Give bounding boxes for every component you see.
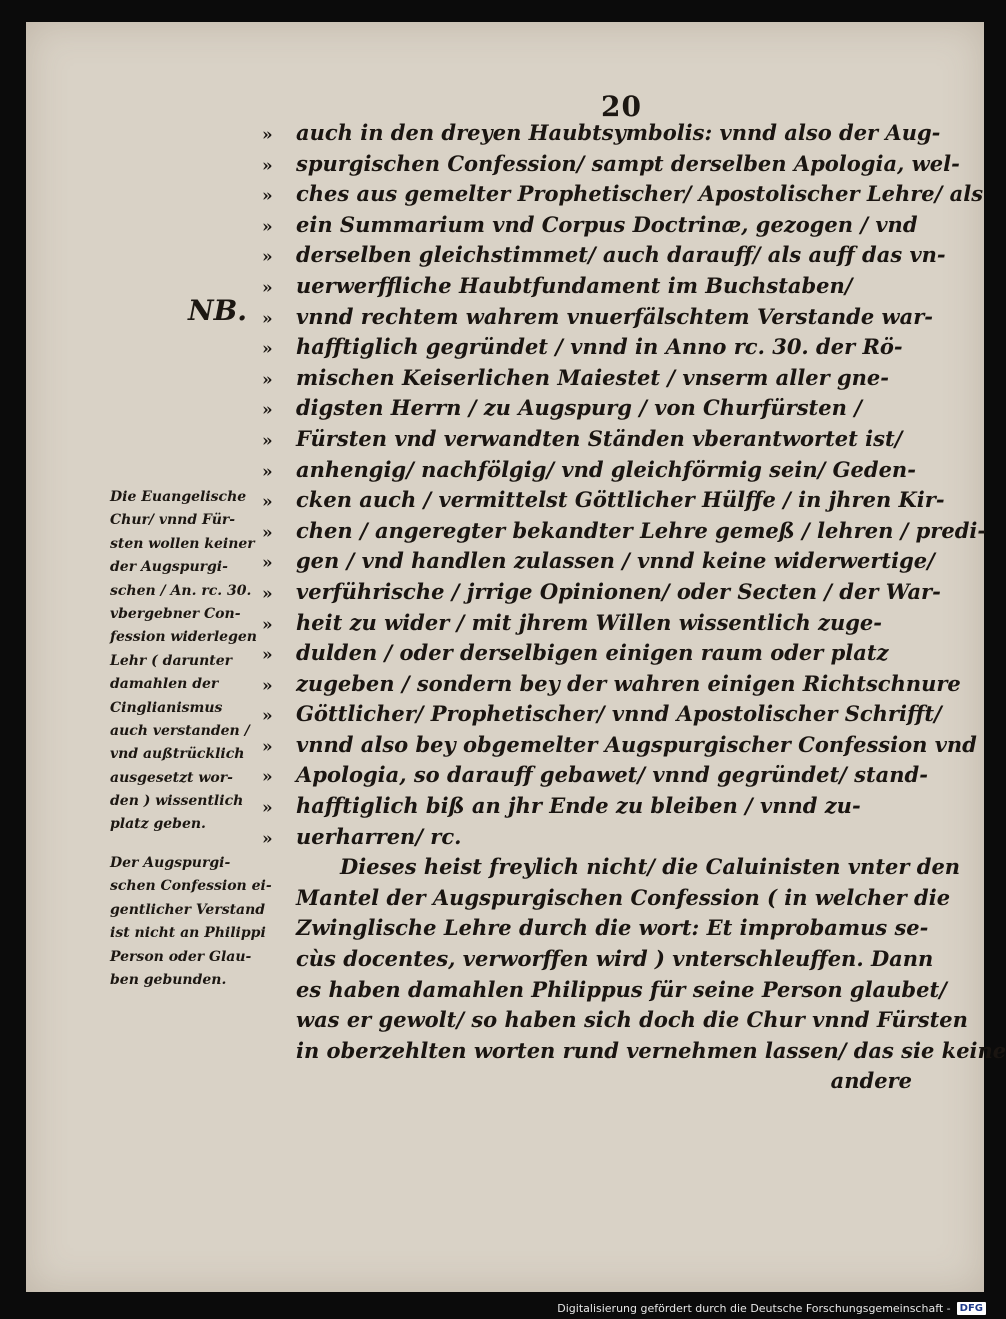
text-line [262, 730, 977, 761]
quote-mark: » [262, 125, 273, 145]
note-line: vbergebner Con- [110, 605, 241, 622]
line-text: Apologia, so darauff gebawet/ vnnd gegründet/ stand- [296, 762, 928, 788]
note-line: fession widerlegen [110, 629, 257, 646]
line-text: es haben damahlen Philippus für seine Person glaubet/ [296, 976, 947, 1002]
note-line: Lehr ( darunter [110, 652, 233, 669]
line-text: gen / vnd handlen zulassen / vnnd keine widerwertige/ [296, 548, 935, 574]
text-line [262, 1066, 922, 1097]
line-text: Fürsten vnd verwandten Ständen vberantwortet ist/ [296, 425, 903, 451]
line-text: ches aus gemelter Prophetischer/ Apostolischer Lehre/ als [296, 181, 984, 207]
text-line [262, 699, 942, 730]
text-line [262, 852, 961, 883]
side-note-evangelical [110, 486, 288, 837]
line-text: dulden / oder derselbigen einigen raum oder platz [296, 640, 889, 666]
line-text: uerharren/ rc. [296, 823, 462, 849]
quote-mark: » [262, 645, 273, 666]
line-text: ein Summarium vnd Corpus Doctrinæ, gezogen / vnd [296, 211, 918, 237]
text-line [262, 577, 941, 608]
text-line [262, 210, 922, 241]
text-line [262, 608, 922, 639]
line-text: chen / angeregter bekandter Lehre gemeß / lehren / predi- [296, 517, 987, 543]
note-line: ist nicht an Philippi [110, 925, 266, 942]
line-text: verführische / jrrige Opinionen/ oder Secten / der War- [296, 578, 941, 604]
text-line [262, 669, 961, 700]
quote-mark: » [262, 277, 273, 298]
text-line [262, 975, 947, 1006]
quote-mark: » [262, 186, 273, 207]
text-line [262, 516, 987, 547]
margin-mark-nb: NB. [188, 294, 248, 327]
quote-mark: » [262, 247, 273, 268]
quote-mark: » [262, 400, 273, 421]
note-line: Chur/ vnnd Für- [110, 512, 236, 529]
quote-mark: » [262, 798, 273, 819]
text-line [262, 913, 929, 944]
note-line: gentlicher Verstand [110, 901, 266, 918]
note-line: auch verstanden / [110, 722, 250, 739]
quote-mark: » [262, 675, 273, 696]
note-line: Person oder Glau- [110, 948, 252, 965]
quote-mark: » [262, 339, 273, 360]
line-text: Göttlicher/ Prophetischer/ vnnd Apostolischer Schrifft/ [296, 701, 942, 727]
quote-mark: » [262, 369, 273, 390]
quote-mark: » [262, 767, 273, 788]
text-line [262, 179, 984, 210]
text-line [262, 638, 922, 669]
note-line: schen / An. rc. 30. [110, 582, 252, 599]
note-line: Cinglianismus [110, 699, 223, 716]
line-text: vnnd also bey obgemelter Augspurgischer Confession vnd [296, 731, 977, 757]
note-line: den ) wissentlich [110, 793, 244, 810]
text-line [262, 424, 922, 455]
line-text: was er gewolt/ so haben sich doch die Chur vnnd Fürsten [296, 1007, 968, 1033]
text-line [262, 332, 922, 363]
side-note-confession [110, 852, 288, 992]
text-line [262, 118, 941, 149]
note-line: vnd außtrücklich [110, 746, 245, 763]
text-line [262, 271, 922, 302]
quote-mark: » [262, 155, 273, 176]
line-text: auch in den dreyen Haubtsymbolis: vnnd also der Aug- [296, 120, 941, 145]
line-text: digsten Herrn / zu Augspurg / von Churfürsten / [296, 395, 862, 421]
line-text: derselben gleichstimmet/ auch darauff/ als auff das vn- [296, 242, 946, 268]
text-line [262, 363, 922, 394]
text-line [262, 1005, 968, 1036]
line-text: cken auch / vermittelst Göttlicher Hülffe / in jhren Kir- [296, 487, 945, 513]
note-line: ausgesetzt wor- [110, 769, 233, 786]
quote-mark: » [262, 583, 273, 604]
text-line [262, 149, 960, 180]
text-line [262, 1036, 1006, 1067]
quote-mark: » [262, 736, 273, 757]
line-text: in oberzehlten worten rund vernehmen lassen/ das sie keine [296, 1037, 1006, 1063]
quote-mark: » [262, 706, 273, 727]
line-text: vnnd rechtem wahrem vnuerfälschtem Verstande war- [296, 303, 933, 329]
quote-mark: » [262, 492, 273, 513]
text-line [262, 393, 922, 424]
text-line [262, 791, 922, 822]
line-text: Dieses heist freylich nicht/ die Caluinisten vnter den [340, 854, 961, 880]
text-line [262, 485, 945, 516]
quote-mark: » [262, 614, 273, 635]
quote-mark: » [262, 828, 273, 849]
quote-mark: » [262, 461, 273, 482]
text-line [262, 822, 922, 853]
quote-mark: » [262, 430, 273, 451]
text-line [262, 240, 946, 271]
note-line: schen Confession ei- [110, 878, 272, 895]
text-line [262, 883, 951, 914]
note-line: ben gebunden. [110, 971, 227, 988]
line-text: spurgischen Confession/ sampt derselben Apologia, wel- [296, 150, 960, 176]
line-text: Zwinglische Lehre durch die wort: Et improbamus se- [296, 915, 929, 941]
text-line [262, 455, 922, 486]
line-text: uerwerffliche Haubtfundament im Buchstaben/ [296, 272, 853, 298]
line-text: hafftiglich gegründet / vnnd in Anno rc. 30. der Rö- [296, 334, 903, 360]
page-number: 20 [601, 90, 642, 123]
main-text-block [262, 118, 1006, 1097]
line-text: zugeben / sondern bey der wahren einigen Richtschnure [296, 670, 961, 696]
line-text: cùs docentes, verworffen wird ) vnterschleuffen. Dann [296, 946, 934, 972]
line-text: mischen Keiserlichen Maiestet / vnserm aller gne- [296, 364, 889, 390]
text-line [262, 302, 933, 333]
note-line: Der Augspurgi- [110, 855, 231, 871]
line-text: anhengig/ nachfölgig/ vnd gleichförmig sein/ Geden- [296, 456, 916, 482]
line-text: andere [830, 1068, 912, 1094]
quote-mark: » [262, 522, 273, 543]
note-line: der Augspurgi- [110, 559, 228, 576]
footer-text: Digitalisierung gefördert durch die Deutsche Forschungsgemeinschaft - [557, 1301, 951, 1315]
line-text: heit zu wider / mit jhrem Willen wissentlich zuge- [296, 609, 883, 635]
note-line: damahlen der [110, 676, 219, 693]
quote-mark: » [262, 216, 273, 237]
note-line: sten wollen keiner [110, 535, 255, 552]
quote-mark: » [262, 308, 273, 329]
note-line: platz geben. [110, 816, 206, 833]
footer-credit [557, 1300, 986, 1316]
text-line [262, 944, 934, 975]
dfg-logo: DFG [957, 1302, 986, 1315]
quote-mark: » [262, 553, 273, 574]
text-line [262, 760, 928, 791]
text-line [262, 546, 935, 577]
note-line: Die Euangelische [110, 489, 247, 505]
line-text: hafftiglich biß an jhr Ende zu bleiben / vnnd zu- [296, 793, 861, 819]
line-text: Mantel der Augspurgischen Confession ( in welcher die [296, 884, 951, 910]
